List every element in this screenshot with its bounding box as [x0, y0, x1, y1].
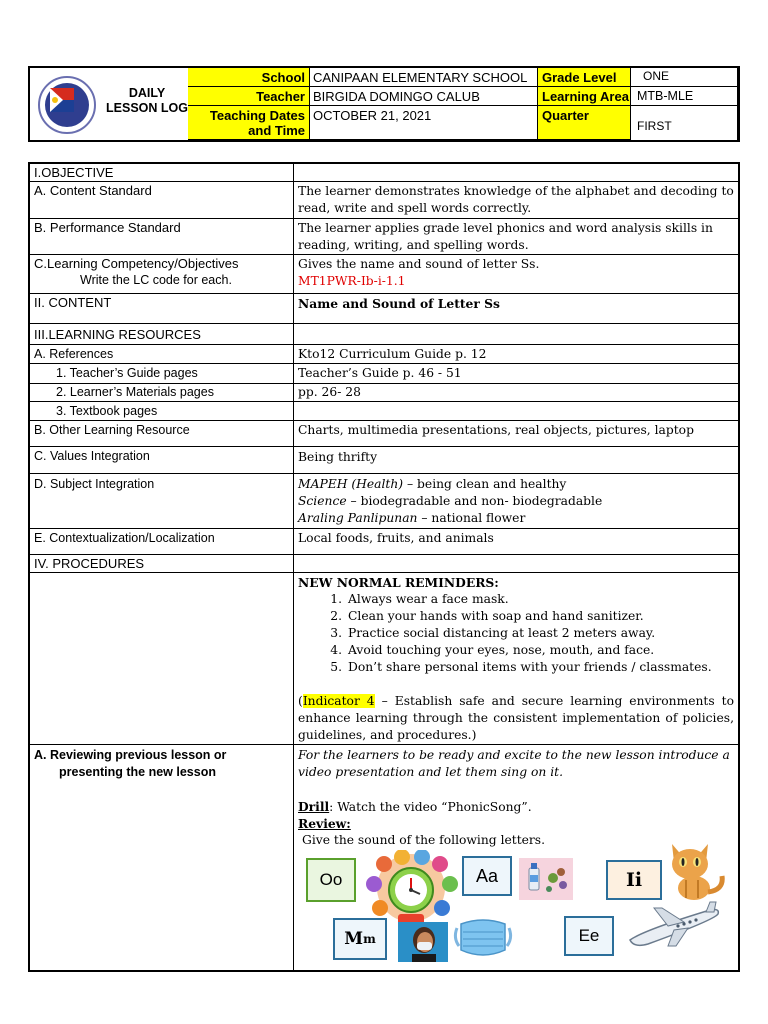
lesson-log-title: DAILY LESSON LOG — [106, 86, 188, 115]
grade-level-label: Grade Level — [538, 68, 631, 87]
contextualization-text: Local foods, fruits, and animals — [298, 531, 494, 545]
indicator-highlight: Indicator 4 — [302, 694, 375, 708]
quarter-value: FIRST — [631, 106, 738, 140]
review-label-line1: A. Reviewing previous lesson or — [34, 748, 227, 762]
quarter-label: Quarter — [538, 106, 631, 140]
teachers-guide-label: 1. Teacher’s Guide pages — [56, 366, 198, 380]
person-mask-picture-icon — [398, 922, 448, 962]
resources-heading: III.LEARNING RESOURCES — [34, 327, 201, 342]
letter-card-mm: M m — [333, 918, 387, 960]
references-label: A. References — [34, 347, 114, 361]
references-text: Kto12 Curriculum Guide p. 12 — [298, 347, 487, 361]
competency-sub-label: Write the LC code for each. — [80, 273, 232, 287]
reminder-item: 2. Clean your hands with soap and hand sanitizer. — [330, 609, 644, 623]
subject-integration-line1: MAPEH (Health) – being clean and healthy — [298, 477, 567, 491]
letter-card-ii: Ii — [606, 860, 662, 900]
indicator-note: (Indicator 4 – Establish safe and secure learning environments to enhance learning through the consistent implementation of policies, guidelines, and procedures.) — [298, 694, 734, 742]
cat-picture-icon — [664, 840, 730, 902]
values-integration-text: Being thrifty — [298, 450, 378, 464]
reminder-item: 1. Always wear a face mask. — [330, 592, 509, 606]
learning-area-label: Learning Area — [538, 87, 631, 106]
performance-standard-label: B. Performance Standard — [34, 220, 181, 235]
content-heading: II. CONTENT — [34, 295, 112, 310]
other-resource-text: Charts, multimedia presentations, real objects, pictures, laptop — [298, 423, 694, 437]
grade-level-value: ONE — [631, 68, 738, 87]
review-title: Review: — [298, 816, 351, 831]
reminders-title: NEW NORMAL REMINDERS: — [298, 575, 499, 590]
sanitizer-germs-picture-icon — [519, 858, 573, 900]
competency-label: C.Learning Competency/Objectives — [34, 256, 239, 271]
teaching-dates-value: OCTOBER 21, 2021 — [310, 106, 538, 140]
contextualization-label: E. Contextualization/Localization — [34, 531, 215, 545]
review-label-line2: presenting the new lesson — [59, 765, 216, 779]
face-mask-picture-icon — [451, 912, 515, 964]
letter-card-ee: Ee — [564, 916, 614, 956]
objective-heading: I.OBJECTIVE — [34, 165, 114, 180]
lesson-log-header — [28, 66, 740, 142]
reminder-item: 4. Avoid touching your eyes, nose, mouth, and face. — [330, 643, 655, 657]
content-title: Name and Sound of Letter Ss — [298, 296, 500, 311]
airplane-picture-icon — [624, 900, 724, 950]
competency-code: MT1PWR-Ib-i-1.1 — [298, 274, 406, 288]
teacher-label: Teacher — [188, 87, 310, 106]
deped-seal-icon — [38, 76, 96, 134]
values-integration-label: C. Values Integration — [34, 449, 150, 463]
subject-integration-line2: Science – biodegradable and non- biodegradable — [298, 494, 603, 508]
drill-text: Drill: Watch the video “PhonicSong”. — [298, 799, 532, 814]
teacher-value: BIRGIDA DOMINGO CALUB — [310, 87, 538, 106]
subject-integration-label: D. Subject Integration — [34, 477, 155, 491]
letter-card-aa: Aa — [462, 856, 512, 896]
teaching-dates-label: Teaching Dates and Time — [188, 106, 310, 140]
subject-integration-line3: Araling Panlipunan – national flower — [298, 511, 526, 525]
textbook-label: 3. Textbook pages — [56, 404, 158, 418]
competency-text: Gives the name and sound of letter Ss. — [298, 257, 540, 271]
teachers-guide-text: Teacher’s Guide p. 46 - 51 — [298, 366, 462, 380]
review-intro: For the learners to be ready and excite to the new lesson introduce a video presentation and let them sing on it. — [298, 748, 730, 779]
content-standard-label: A. Content Standard — [34, 183, 152, 198]
learners-materials-text: pp. 26- 28 — [298, 385, 361, 399]
school-label: School — [188, 68, 310, 87]
content-standard-text: The learner demonstrates knowledge of the alphabet and decoding to read, write and spell words correctly. — [298, 184, 734, 215]
other-resource-label: B. Other Learning Resource — [34, 423, 190, 437]
performance-standard-text: The learner applies grade level phonics and word analysis skills in reading, writing, and spelling words. — [298, 221, 713, 252]
reminder-item: 5. Don’t share personal items with your friends / classmates. — [330, 660, 712, 674]
school-value: CANIPAAN ELEMENTARY SCHOOL — [310, 68, 538, 87]
letter-card-oo: Oo — [306, 858, 356, 902]
learners-materials-label: 2. Learner’s Materials pages — [56, 385, 214, 399]
procedures-heading: IV. PROCEDURES — [34, 556, 145, 571]
learning-area-value: MTB-MLE — [631, 87, 738, 106]
review-instruction: Give the sound of the following letters. — [302, 833, 546, 847]
reminder-item: 3. Practice social distancing at least 2 meters away. — [330, 626, 656, 640]
